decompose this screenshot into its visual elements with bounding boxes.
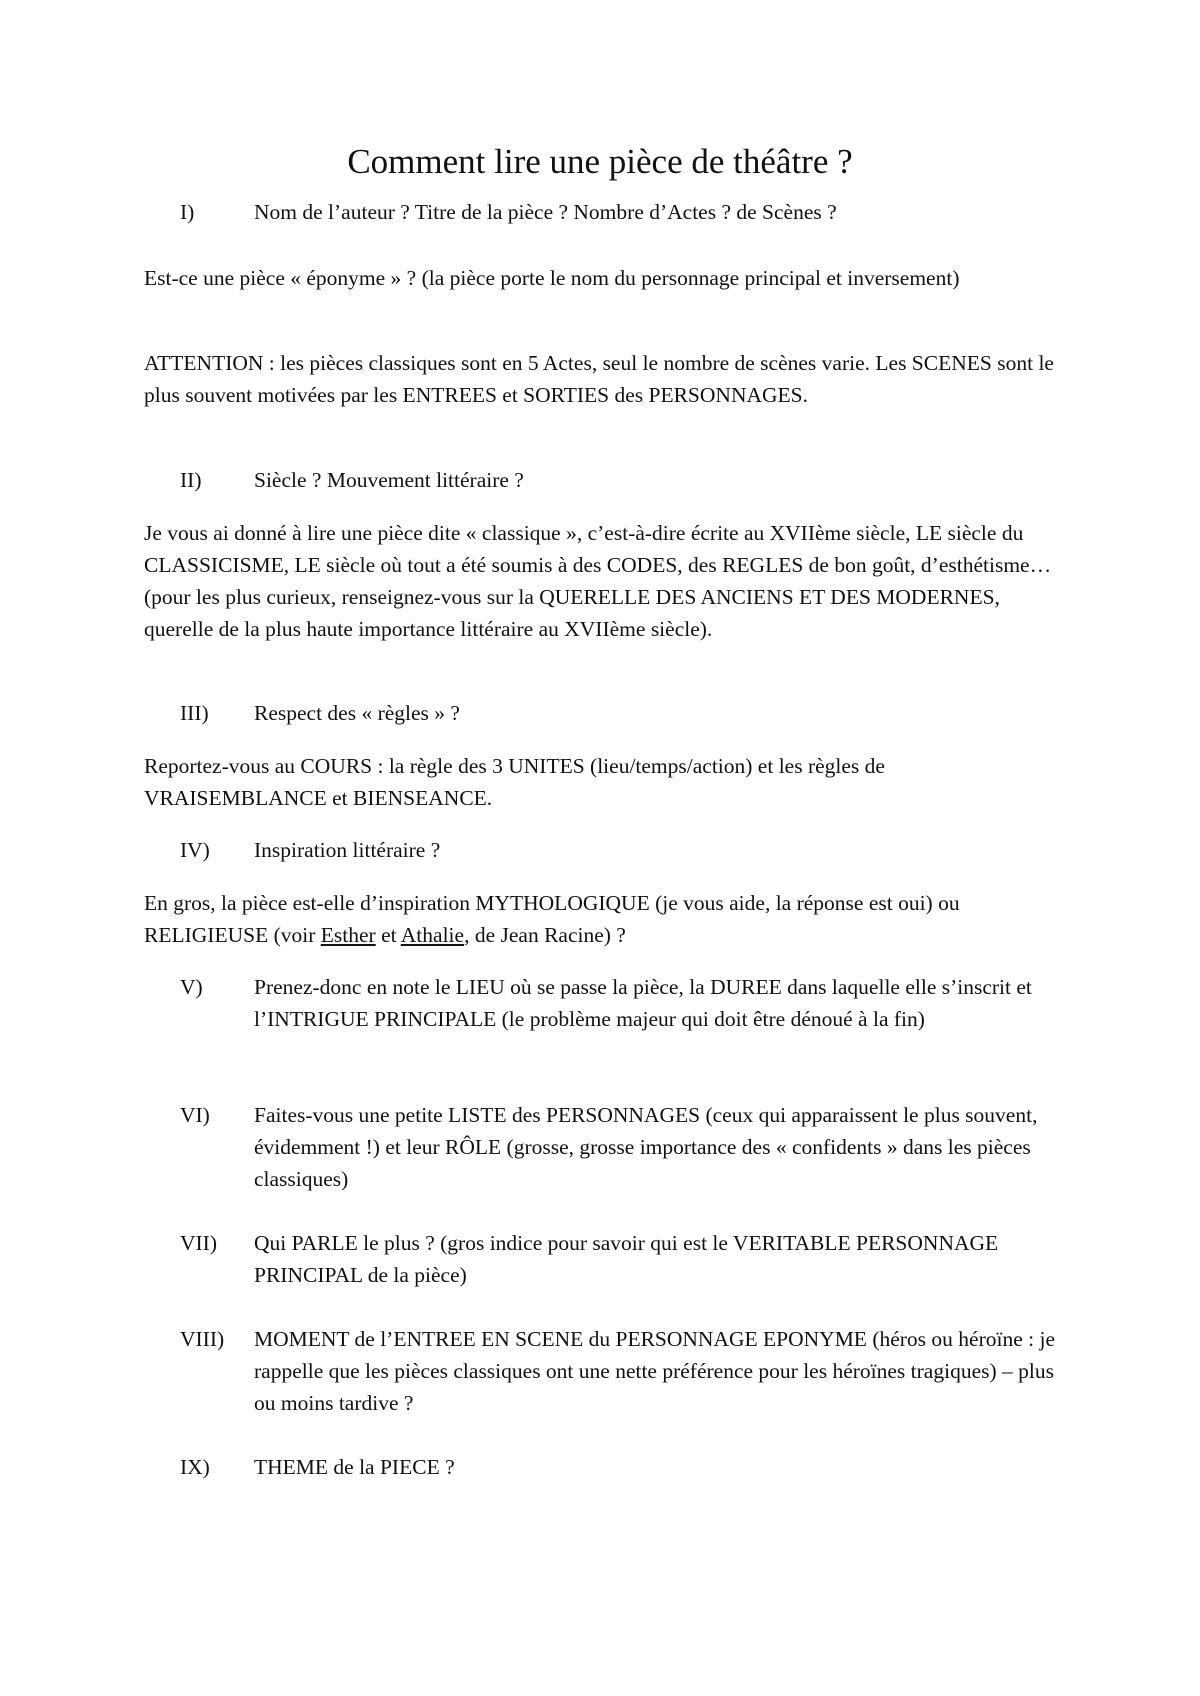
section-heading-text: Nom de l’auteur ? Titre de la pièce ? Nombre d’Actes ? de Scènes ? — [254, 200, 837, 224]
section-number: III) — [180, 701, 209, 725]
section-number: IV) — [180, 838, 210, 862]
section-2-heading — [180, 464, 1060, 496]
list-item-number: VII) — [180, 1231, 218, 1255]
list-item-text: MOMENT de l’ENTREE EN SCENE du PERSONNAGE EPONYME (héros ou héroïne : je rappelle que les pièces classiques ont une nette préférence pour les héroïnes tragiques) – plus ou moins tardive ? — [254, 1327, 1056, 1415]
paragraph-inspiration-part-a: En gros, la pièce est-elle d’inspiration MYTHOLOGIQUE (je vous aide, la réponse est oui) ou RELIGIEUSE (voir — [144, 891, 960, 947]
list-item-text: Prenez-donc en note le LIEU où se passe la pièce, la DUREE dans laquelle elle s’inscrit et l’INTRIGUE PRINCIPALE (le problème majeur qui doit être dénoué à la fin) — [254, 975, 1032, 1031]
list-item-number: VI) — [180, 1103, 210, 1127]
paragraph-classicisme: Je vous ai donné à lire une pièce dite « classique », c’est-à-dire écrite au XVIIème siècle, LE siècle du CLASSICISME, LE siècle où tout a été soumis à des CODES, des REGLES de bon goût, d’esthétisme… (pour les plus curieux, renseignez-vous sur la QUERELLE DES ANCIENS ET DES MODERNES, querelle de la plus haute importance littéraire au XVIIème siècle). — [144, 521, 1052, 641]
list-item-text: THEME de la PIECE ? — [254, 1455, 455, 1479]
paragraph-attention: ATTENTION : les pièces classiques sont en 5 Actes, seul le nombre de scènes varie. Les SCENES sont le plus souvent motivées par les ENTREES et SORTIES des PERSONNAGES. — [144, 351, 1054, 407]
section-heading-text: Respect des « règles » ? — [254, 701, 460, 725]
list-item-8 — [180, 1323, 1060, 1419]
list-item-text: Qui PARLE le plus ? (gros indice pour savoir qui est le VERITABLE PERSONNAGE PRINCIPAL de la pièce) — [254, 1231, 999, 1287]
list-item-number: IX) — [180, 1455, 210, 1479]
list-item-9 — [180, 1451, 1060, 1483]
section-number: I) — [180, 200, 195, 224]
paragraph-inspiration-part-b: et — [375, 923, 401, 947]
page-title: Comment lire une pièce de théâtre ? — [347, 142, 853, 181]
list-item-number: VIII) — [180, 1327, 225, 1351]
section-number: II) — [180, 468, 202, 492]
paragraph-inspiration-part-c: , de Jean Racine) ? — [464, 923, 626, 947]
esther-title: Esther — [320, 923, 376, 947]
list-item-7 — [180, 1227, 1060, 1291]
paragraph-regles: Reportez-vous au COURS : la règle des 3 UNITES (lieu/temps/action) et les règles de VRAISEMBLANCE et BIENSEANCE. — [144, 754, 885, 810]
athalie-title: Athalie — [400, 923, 465, 947]
section-heading-text: Siècle ? Mouvement littéraire ? — [254, 468, 524, 492]
paragraph-inspiration — [144, 887, 1064, 951]
list-item-6 — [180, 1099, 1060, 1195]
list-item-text: Faites-vous une petite LISTE des PERSONNAGES (ceux qui apparaissent le plus souvent, évidemment !) et leur RÔLE (grosse, grosse importance des « confidents » dans les pièces classiques) — [254, 1103, 1038, 1191]
paragraph-eponyme: Est-ce une pièce « éponyme » ? (la pièce porte le nom du personnage principal et inversement) — [144, 266, 960, 290]
section-3-heading — [180, 697, 1060, 729]
list-item-5 — [180, 971, 1060, 1035]
section-1-heading — [180, 196, 1060, 228]
section-heading-text: Inspiration littéraire ? — [254, 838, 441, 862]
section-4-heading — [180, 834, 1060, 866]
list-item-number: V) — [180, 975, 203, 999]
